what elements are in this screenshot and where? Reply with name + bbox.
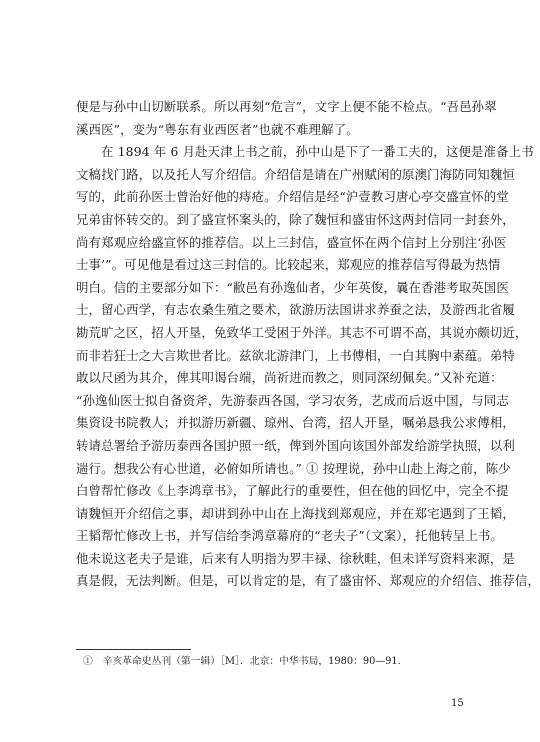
text-line: 勘荒旷之区，招人开垦，免致华工受困于外洋。其志不可谓不高，其说亦颇切近，: [76, 324, 528, 340]
text-line: 文稿找门路，以及托人写介绍信。介绍信是请在广州赋闲的原澳门海防同知魏恒: [76, 166, 515, 182]
text-line: 士事’”。可见他是看过这三封信的。比较起来，郑观应的推荐信写得最为热情: [76, 257, 501, 273]
text-line: 遄行。想我公有心世道，必俯如所请也。” ① 按理说，孙中山赴上海之前，陈少: [76, 460, 511, 476]
footnote-divider: [76, 649, 191, 650]
text-line: 真是假，无法判断。但是，可以肯定的是，有了盛宙怀、郑观应的介绍信、推荐信，: [76, 573, 540, 589]
text-line: 请魏恒开介绍信之事，却讲到孙中山在上海找到郑观应，并在郑宅遇到了王韬，: [76, 505, 515, 521]
text-line: 他未说这老夫子是谁，后来有人明指为罗丰禄、徐秋畦，但未详写资料来源，是: [76, 550, 515, 566]
text-line: 明白。信的主要部分如下：“敝邑有孙逸仙者，少年英俊，曩在香港考取英国医: [76, 279, 509, 295]
footnote: ① 辛亥革命史丛刊（第一辑）［M］．北京：中华书局，1980：90—91.: [83, 656, 401, 667]
text-line: 王韬帮忙修改上书，并写信给李鸿章幕府的“老夫子”（文案），托他转呈上书。: [76, 528, 503, 544]
page-number: 15: [451, 698, 464, 709]
text-line-paragraph-start: 在 1894 年 6 月赴天津上书之前，孙中山是下了一番工夫的，这便是准备上书: [101, 144, 534, 160]
body-text: [76, 96, 540, 593]
text-line: 尚有郑观应给盛宣怀的推荐信。以上三封信，盛宣怀在两个信封上分别注‘孙医: [76, 234, 507, 250]
text-line: 兄弟宙怀转交的。到了盛宣怀案头的，除了魏恒和盛宙怀这两封信同一封套外，: [76, 211, 515, 227]
text-line: 敢以尺函为其介，俾其叩谒台端，尚祈进而教之，则同深纫佩矣。”又补充道：: [76, 370, 503, 386]
text-line: 便是与孙中山切断联系。所以再刻“危言”，文字上便不能不检点。“吾邑孙翠: [76, 99, 497, 114]
text-line: 集资设书院教人；并拟游历新疆、琼州、台湾，招人开垦，嘱弟恳我公求傅相，: [76, 415, 515, 431]
text-line: 转请总署给予游历泰西各国护照一纸，俾到外国向该国外部发给游学执照，以利: [76, 437, 515, 453]
text-line: “孙逸仙医士拟自备资斧，先游泰西各国，学习农务，艺成而后返中国，与同志: [76, 392, 509, 408]
text-line: 写的，此前孙医士曾治好他的痔疮。介绍信是经“沪壹教习唐心亭交盛宣怀的堂: [76, 189, 509, 205]
text-line: 士，留心西学，有志农桑生殖之要术，欲游历法国讲求养蚕之法，及游西北省履: [76, 302, 515, 318]
text-line: 溪西医”，变为“粤东有业西医者”也就不难理解了。: [76, 121, 359, 137]
text-line: 白曾帮忙修改《上李鸿章书》，了解此行的重要性，但在他的回忆中，完全不提: [76, 483, 509, 499]
text-line: 而非若狂士之大言欺世者比。兹欲北游津门，上书傅相，一白其胸中素蕴。弟特: [76, 347, 515, 363]
